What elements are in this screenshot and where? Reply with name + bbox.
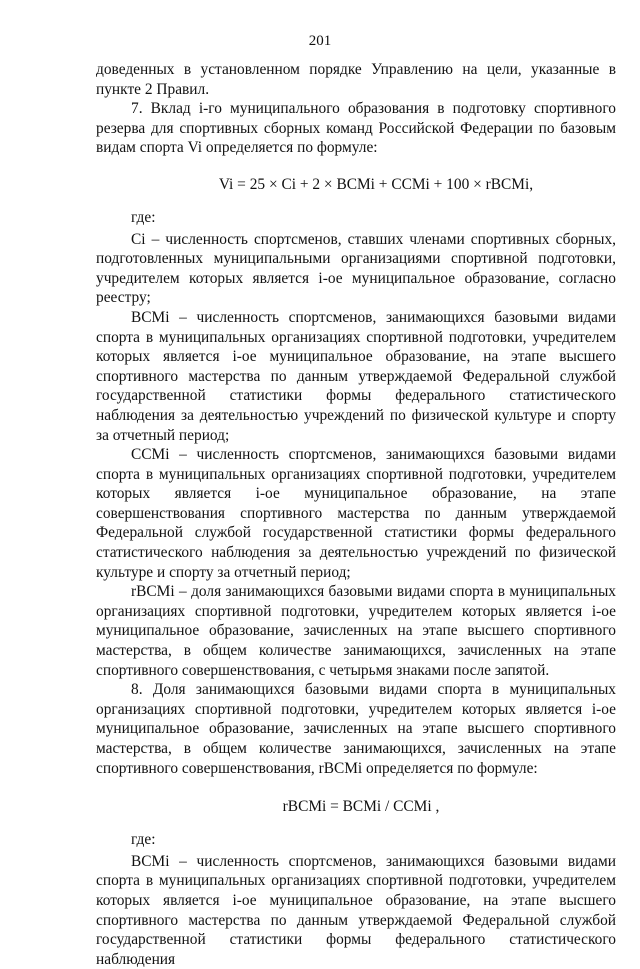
definition-ci: Ci – численность спортсменов, ставших членами спортивных сборных, подготовленных муниципальными организациями спортивной подготовки, учредителем которых является i-ое муниципальное образование, согласно реестру; (96, 230, 616, 307)
formula-vi: Vi = 25 × Ci + 2 × BCMi + CCMi + 100 × rBCMi, (218, 175, 534, 193)
formula-rbcmi: rBCMi = BCMi / CCMi , (282, 798, 440, 816)
definition-rbcmi: rBCMi – доля занимающихся базовыми видами спорта в муниципальных организациях спортивной подготовки, учредителем которых является i-ое муниципальное образование, зачисленных на этапе высшего спортивного мастерства, в общем количестве занимающихся, зачисленных на этапе спортивного совершенствования, с четырьмя знаками после запятой. (96, 583, 616, 679)
document-body (96, 60, 616, 969)
definition-ccmi: CCMi – численность спортсменов, занимающихся базовыми видами спорта в муниципальных организациях спортивной подготовки, учредителем которых является i-ое муниципальное образование, на этапе совершенствования спортивного мастерства по данным утверждаемой Федеральной службой государственной статистики формы федерального статистического наблюдения за деятельностью учреждений по физической культуре и спорту за отчетный период; (96, 446, 616, 581)
definition-bcmi-2: BCMi – численность спортсменов, занимающихся базовыми видами спорта в муниципальных организациях спортивной подготовки, учредителем которых является i-ое муниципальное образование, на этапе высшего спортивного мастерства по данным утверждаемой Федеральной службой государственной статистики формы федерального статистического наблюдения (96, 852, 616, 968)
page-number: 201 (308, 33, 332, 49)
paragraph-item-7: 7. Вклад i-го муниципального образования в подготовку спортивного резерва для спортивных сборных команд Российской Федерации по базовым видам спорта Vi определяется по формуле: (96, 100, 616, 157)
definition-bcmi: BCMi – численность спортсменов, занимающихся базовыми видами спорта в муниципальных организациях спортивной подготовки, учредителем которых является i-ое муниципальное образование, на этапе высшего спортивного мастерства по данным утверждаемой Федеральной службой государственной статистики формы федерального статистического наблюдения за деятельностью учреждений по физической культуре и спорту за отчетный период; (96, 308, 616, 444)
paragraph-continuation: доведенных в установленном порядке Управлению на цели, указанные в пункте 2 Правил. (96, 61, 616, 98)
paragraph-item-8: 8. Доля занимающихся базовыми видами спорта в муниципальных организациях спортивной подготовки, учредителем которых является i-ое муниципальное образование, зачисленных на этапе высшего спортивного мастерства, в общем количестве занимающихся, зачисленных на этапе спортивного совершенствования, rBCMi определяется по формуле: (96, 681, 616, 777)
where-label-2: где: (131, 831, 156, 849)
where-label: где: (131, 208, 156, 226)
